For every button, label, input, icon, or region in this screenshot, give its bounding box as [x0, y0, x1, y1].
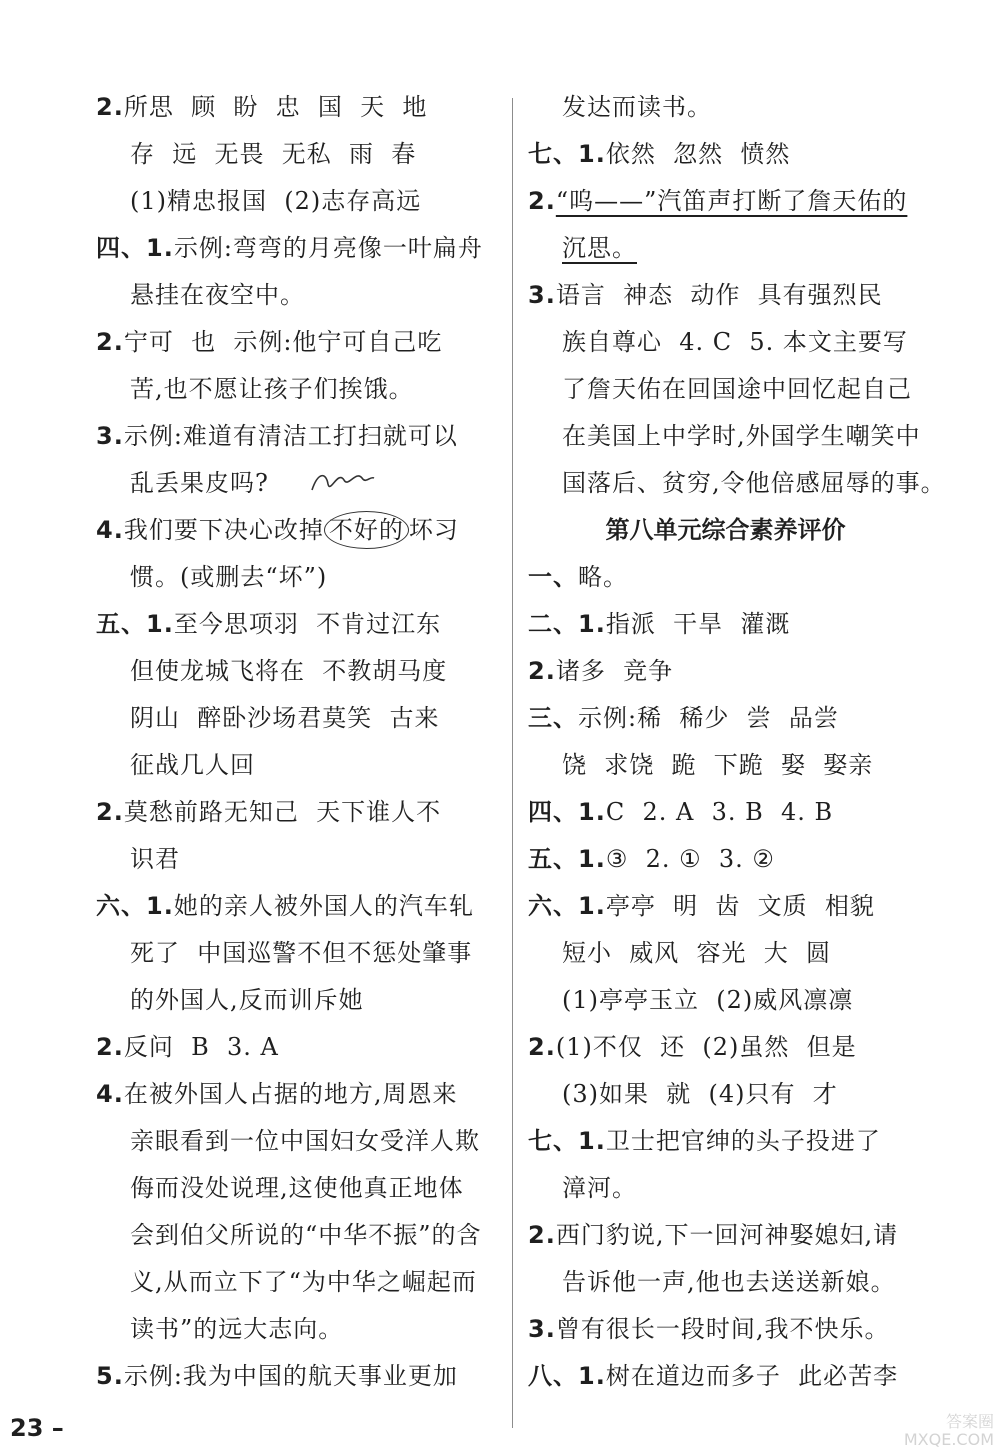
- question-number: 三、: [528, 704, 578, 732]
- answer-text: 示例:难道有清洁工打扫就可以: [123, 422, 458, 450]
- question-number: 2.: [528, 1221, 556, 1249]
- answer-text: 示例:弯弯的月亮像一叶扁舟: [173, 234, 483, 262]
- answer-text: 征战几人回: [130, 751, 255, 779]
- answer-line: [528, 366, 923, 413]
- answer-line: [96, 554, 501, 601]
- underlined-sentence: 沉思。: [562, 234, 637, 262]
- answer-text: (1)不仅 还 (2)虽然 但是: [555, 1033, 857, 1061]
- answer-line: [96, 695, 501, 742]
- answer-line: [96, 131, 501, 178]
- answer-text: 族自尊心 4. C 5. 本文主要写: [562, 328, 908, 356]
- answer-line: [528, 648, 923, 695]
- answer-line: [528, 789, 923, 836]
- question-number: 3.: [528, 281, 556, 309]
- answer-line: [96, 84, 501, 131]
- answer-line: [96, 601, 501, 648]
- answer-line: [528, 319, 923, 366]
- answer-line: [528, 1024, 923, 1071]
- answer-line: [96, 930, 501, 977]
- column-divider: [512, 98, 513, 1428]
- answer-text: 莫愁前路无知己 天下谁人不: [123, 798, 442, 826]
- answer-text: 的外国人,反而训斥她: [130, 986, 364, 1014]
- question-number: 2.: [528, 187, 556, 215]
- answer-text: (1)亭亭玉立 (2)威风凛凛: [562, 986, 854, 1014]
- answer-text: 曾有很长一段时间,我不快乐。: [555, 1315, 890, 1343]
- answer-line: [96, 272, 501, 319]
- answer-text: 卫士把官绅的头子投进了: [605, 1127, 881, 1155]
- answer-line: [96, 1071, 501, 1118]
- answer-text: 读书”的远大志向。: [130, 1315, 344, 1343]
- answer-text: 亲眼看到一位中国妇女受洋人欺: [130, 1127, 480, 1155]
- watermark-logo: [904, 1413, 994, 1449]
- answer-line: [528, 1306, 923, 1353]
- answer-text: 惯。(或删去“坏”): [130, 563, 328, 591]
- answer-text: 语言 神态 动作 具有强烈民: [555, 281, 883, 309]
- question-number: 3.: [96, 422, 124, 450]
- answer-line: [96, 742, 501, 789]
- answer-line: [96, 648, 501, 695]
- underlined-sentence: “呜——”汽笛声打断了詹天佑的: [555, 187, 908, 215]
- answer-line: [96, 883, 501, 930]
- answer-text: 国落后、贫穷,令他倍感屈辱的事。: [562, 469, 946, 497]
- answer-line: [96, 1259, 501, 1306]
- question-number: 2.: [96, 1033, 124, 1061]
- question-number: 2.: [96, 328, 124, 356]
- answer-text: 告诉他一声,他也去送送新娘。: [562, 1268, 896, 1296]
- answer-line: [528, 742, 923, 789]
- answer-text: 坏习: [408, 516, 459, 544]
- answer-text: 存 远 无畏 无私 雨 春: [130, 140, 417, 168]
- answer-text: C 2. A 3. B 4. B: [605, 798, 834, 826]
- answer-text: 会到伯父所说的“中华不振”的含: [130, 1221, 482, 1249]
- answer-line: [528, 413, 923, 460]
- answer-line: [528, 601, 923, 648]
- answer-text: 苦,也不愿让孩子们挨饿。: [130, 375, 414, 403]
- answer-line: [96, 460, 501, 507]
- answer-text: 短小 威风 容光 大 圆: [562, 939, 832, 967]
- answer-line: [528, 554, 923, 601]
- answer-text: 所思 顾 盼 忠 国 天 地: [123, 93, 428, 121]
- answer-text: 发达而读书。: [562, 93, 712, 121]
- answer-text: 乱丢果皮吗?: [130, 469, 269, 497]
- answer-text: 示例:稀 稀少 尝 品尝: [578, 704, 839, 732]
- answer-text: 指派 干旱 灌溉: [605, 610, 791, 638]
- answer-line: [528, 272, 923, 319]
- answer-text: 义,从而立下了“为中华之崛起而: [130, 1268, 477, 1296]
- answer-line: [528, 460, 946, 507]
- answer-line: [528, 1212, 923, 1259]
- answer-line: [96, 1212, 501, 1259]
- answer-text: 阴山 醉卧沙场君莫笑 古来: [130, 704, 440, 732]
- answer-text: 西门豹说,下一回河神娶媳妇,请: [555, 1221, 899, 1249]
- answer-text: ③ 2. ① 3. ②: [605, 845, 775, 873]
- answer-text: 依然 忽然 愤然: [605, 140, 791, 168]
- question-number: 2.: [96, 798, 124, 826]
- section-title: 第八单元综合素养评价: [605, 516, 846, 544]
- answer-line: [528, 1118, 923, 1165]
- answer-line: [528, 836, 923, 883]
- answer-line: [528, 695, 923, 742]
- answer-line: [528, 1353, 923, 1400]
- answer-line: [96, 178, 501, 225]
- answer-line: [96, 1306, 501, 1353]
- question-number: 4.: [96, 516, 124, 544]
- answer-line: [528, 178, 923, 225]
- answer-text: 识君: [130, 845, 180, 873]
- question-number: 七、1.: [528, 1127, 606, 1155]
- answer-line: [96, 366, 501, 413]
- answer-text: 悬挂在夜空中。: [130, 281, 305, 309]
- right-column: [528, 84, 946, 1400]
- question-number: 4.: [96, 1080, 124, 1108]
- left-column: [96, 84, 501, 1400]
- answer-line: [96, 1165, 501, 1212]
- answer-text: 侮而没处说理,这使他真正地体: [130, 1174, 464, 1202]
- answer-text: 死了 中国巡警不但不惩处肇事: [130, 939, 473, 967]
- answer-line: [528, 84, 923, 131]
- answer-line: [96, 1118, 501, 1165]
- question-number: 3.: [528, 1315, 556, 1343]
- answer-text: 了詹天佑在回国途中回忆起自己: [562, 375, 912, 403]
- answer-line: [528, 930, 923, 977]
- answer-text: 宁可 也 示例:他宁可自己吃: [123, 328, 443, 356]
- answer-text: 在美国上中学时,外国学生嘲笑中: [562, 422, 921, 450]
- answer-line: [528, 1259, 923, 1306]
- question-number: 八、1.: [528, 1362, 606, 1390]
- answer-line: [96, 225, 501, 272]
- answer-line: [96, 413, 501, 460]
- squiggle-mark-icon: [308, 466, 378, 496]
- answer-text: 但使龙城飞将在 不教胡马度: [130, 657, 448, 685]
- answer-text: 亭亭 明 齿 文质 相貌: [605, 892, 875, 920]
- answer-line: [96, 977, 501, 1024]
- question-number: 四、1.: [528, 798, 606, 826]
- watermark-line-2: MXQE.COM: [903, 1430, 994, 1449]
- answer-text: 反问 B 3. A: [123, 1033, 279, 1061]
- answer-line: [96, 836, 501, 883]
- answer-line: [96, 789, 501, 836]
- question-number: 七、1.: [528, 140, 606, 168]
- answer-text: (3)如果 就 (4)只有 才: [562, 1080, 838, 1108]
- answer-text: 我们要下决心改掉: [123, 516, 324, 544]
- answer-line: [528, 225, 923, 272]
- answer-line: [528, 1071, 923, 1118]
- answer-text: 至今思项羽 不肯过江东: [173, 610, 442, 638]
- question-number: 2.: [528, 1033, 556, 1061]
- answer-text: 树在道边而多子 此必苦李: [605, 1362, 899, 1390]
- question-number: 六、1.: [96, 892, 174, 920]
- answer-text: 诸多 竞争: [555, 657, 674, 685]
- answer-line: [528, 1165, 923, 1212]
- answer-text: 在被外国人占据的地方,周恩来: [123, 1080, 458, 1108]
- answer-text: 她的亲人被外国人的汽车轧: [173, 892, 474, 920]
- answer-line: [528, 977, 923, 1024]
- question-number: 五、1.: [96, 610, 174, 638]
- question-number: 二、1.: [528, 610, 606, 638]
- answer-line: [528, 883, 923, 930]
- question-number: 5.: [96, 1362, 124, 1390]
- answer-text: (1)精忠报国 (2)志存高远: [130, 187, 422, 215]
- watermark-line-1: 答案圈: [945, 1412, 994, 1431]
- circled-words: 不好的: [324, 511, 409, 549]
- question-number: 一、: [528, 563, 578, 591]
- page-number: 23 –: [10, 1414, 64, 1442]
- answer-text: 示例:我为中国的航天事业更加: [123, 1362, 458, 1390]
- answer-line: [96, 319, 501, 366]
- answer-line: [96, 1024, 501, 1071]
- answer-text: 饶 求饶 跪 下跪 娶 娶亲: [562, 751, 874, 779]
- answer-text: 漳河。: [562, 1174, 637, 1202]
- answer-line: [96, 1353, 501, 1400]
- question-number: 五、1.: [528, 845, 606, 873]
- answer-line: [96, 507, 501, 554]
- question-number: 2.: [96, 93, 124, 121]
- answer-line: [528, 131, 923, 178]
- question-number: 2.: [528, 657, 556, 685]
- question-number: 六、1.: [528, 892, 606, 920]
- answer-text: 略。: [578, 563, 628, 591]
- question-number: 四、1.: [96, 234, 174, 262]
